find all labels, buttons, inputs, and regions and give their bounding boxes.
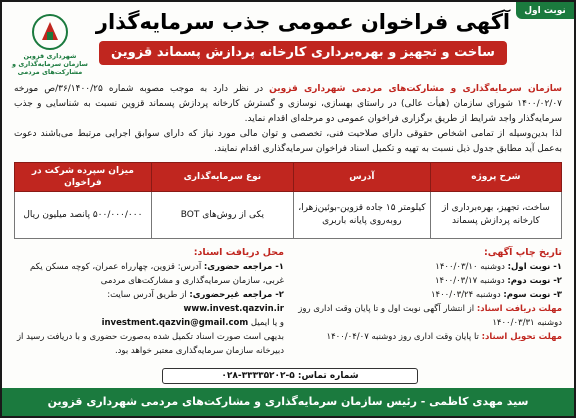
schedule-section (292, 246, 562, 344)
receipt-section (14, 246, 284, 358)
receive-deadline-label: مهلت دریافت اسناد: (476, 304, 562, 314)
remote-label: ۲- مراجعه غیرحضوری: (189, 290, 284, 300)
intro-text-1: در نظر دارد به موجب مصوبه شماره ۳۶/۱۴۰۰/۲۵/ص مورخه ۱۴۰۰/۰۲/۰۷ شورای سازمان (هیأت عالی) در راستای بهسازی، نوسازی و گسترش کارخانه پردازش پسماند قزوین نسبت به شناسایی و جذب سرمایه‌گذار واجد شرایط از طریق برگزاری فراخوان عمومی دو مرحله‌ای اقدام نماید. (14, 84, 562, 124)
second-print-label: ۲- نوبت دوم: (507, 276, 562, 286)
intro-text-2: لذا بدین‌وسیله از تمامی اشخاص حقوقی دارای صلاحیت فنی، تخصصی و توان مالی مورد نیاز که دارای سوابق اجرایی مرتبط می‌باشند دعوت به‌عمل آید مطابق جدول ذیل نسبت به تهیه و تکمیل اسناد فراخوان سرمایه‌گذاری اقدام نمایند. (14, 129, 562, 154)
second-print-date: دوشنبه ۱۴۰۰/۰۳/۱۷ (434, 276, 508, 286)
header (92, 7, 514, 77)
schedule-heading: تاریخ چاپ آگهی: (483, 247, 562, 258)
header-deposit: میزان سپرده شرکت در فراخوان (15, 163, 152, 192)
intro-paragraph (14, 82, 562, 157)
first-print-label: ۱- نوبت اول: (507, 262, 562, 272)
email-link[interactable]: investment.qazvin@gmail.com (101, 318, 249, 328)
cell-deposit: ۵۰۰/۰۰۰/۰۰۰ پانصد میلیون ریال (15, 192, 152, 239)
receive-deadline-value: از انتشار آگهی نوبت اول و تا پایان وقت اداری روز دوشنبه ۱۴۰۰/۰۳/۳۱ (298, 304, 562, 328)
logo-line-2: سازمان سرمایه‌گذاری و مشارکت‌های مردمی (12, 60, 88, 76)
contact-label: شماره تماس: (297, 371, 359, 381)
notice-badge: نوبت اول (516, 2, 574, 19)
organization-name: سازمان سرمایه‌گذاری و مشارکت‌های مردمی شهرداری قزوین (269, 84, 562, 94)
website-link[interactable]: www.invest.qazvin.ir (183, 304, 284, 314)
table-row (15, 192, 562, 239)
cell-address: کیلومتر ۱۵ جاده قزوین-بوئین‌زهرا، روبه‌روی پایانه باربری (293, 192, 430, 239)
project-table (14, 162, 562, 239)
municipality-logo (10, 12, 90, 74)
logo-emblem-icon (30, 12, 70, 52)
receipt-note: بدیهی است صورت اسناد تکمیل شده به‌صورت حضوری و با دریافت رسید از دبیرخانه سازمان سرمایه‌گذاری معتبر خواهد بود. (16, 332, 284, 356)
contact-phone-box (162, 368, 418, 384)
delivery-deadline-value: تا پایان وقت اداری روز دوشنبه ۱۴۰۰/۰۴/۰۷ (326, 332, 482, 342)
header-address: آدرس (293, 163, 430, 192)
cell-description: ساخت، تجهیز، بهره‌برداری از کارخانه پردازش پسماند (430, 192, 561, 239)
first-print-date: دوشنبه ۱۴۰۰/۰۳/۱۰ (435, 262, 508, 272)
page-subtitle: ساخت و تجهیز و بهره‌برداری کارخانه پردازش پسماند قزوین (99, 41, 507, 65)
delivery-deadline-label: مهلت تحویل اسناد: (481, 332, 562, 342)
footer-signature: سید مهدی کاظمی - رئیس سازمان سرمایه‌گذاری و مشارکت‌های مردمی شهرداری قزوین (2, 388, 574, 416)
remote-text: از طریق آدرس سایت: (107, 290, 190, 300)
third-print-date: دوشنبه ۱۴۰۰/۰۳/۲۴ (430, 290, 504, 300)
receipt-heading: محل دریافت اسناد: (193, 247, 284, 258)
contact-phone: ۰۲۸-۳۳۳۳۵۲۰۲-۵ (221, 371, 295, 381)
in-person-label: ۱- مراجعه حضوری: (203, 262, 284, 272)
header-description: شرح پروژه (430, 163, 561, 192)
page-title: آگهی فراخوان عمومی جذب سرمایه‌گذار (95, 10, 511, 34)
email-prefix: و یا ایمیل (250, 318, 284, 328)
third-print-label: ۳- نوبت سوم: (503, 290, 562, 300)
in-person-address: آدرس: قزوین، چهارراه عمران، کوچه مسکن یکم غربی، سازمان سرمایه‌گذاری و مشارکت‌های مردمی (29, 262, 284, 286)
logo-line-1: شهرداری قزوین (23, 52, 77, 60)
cell-investment-type: یکی از روش‌های BOT (151, 192, 293, 239)
header-investment-type: نوع سرمایه‌گذاری (151, 163, 293, 192)
